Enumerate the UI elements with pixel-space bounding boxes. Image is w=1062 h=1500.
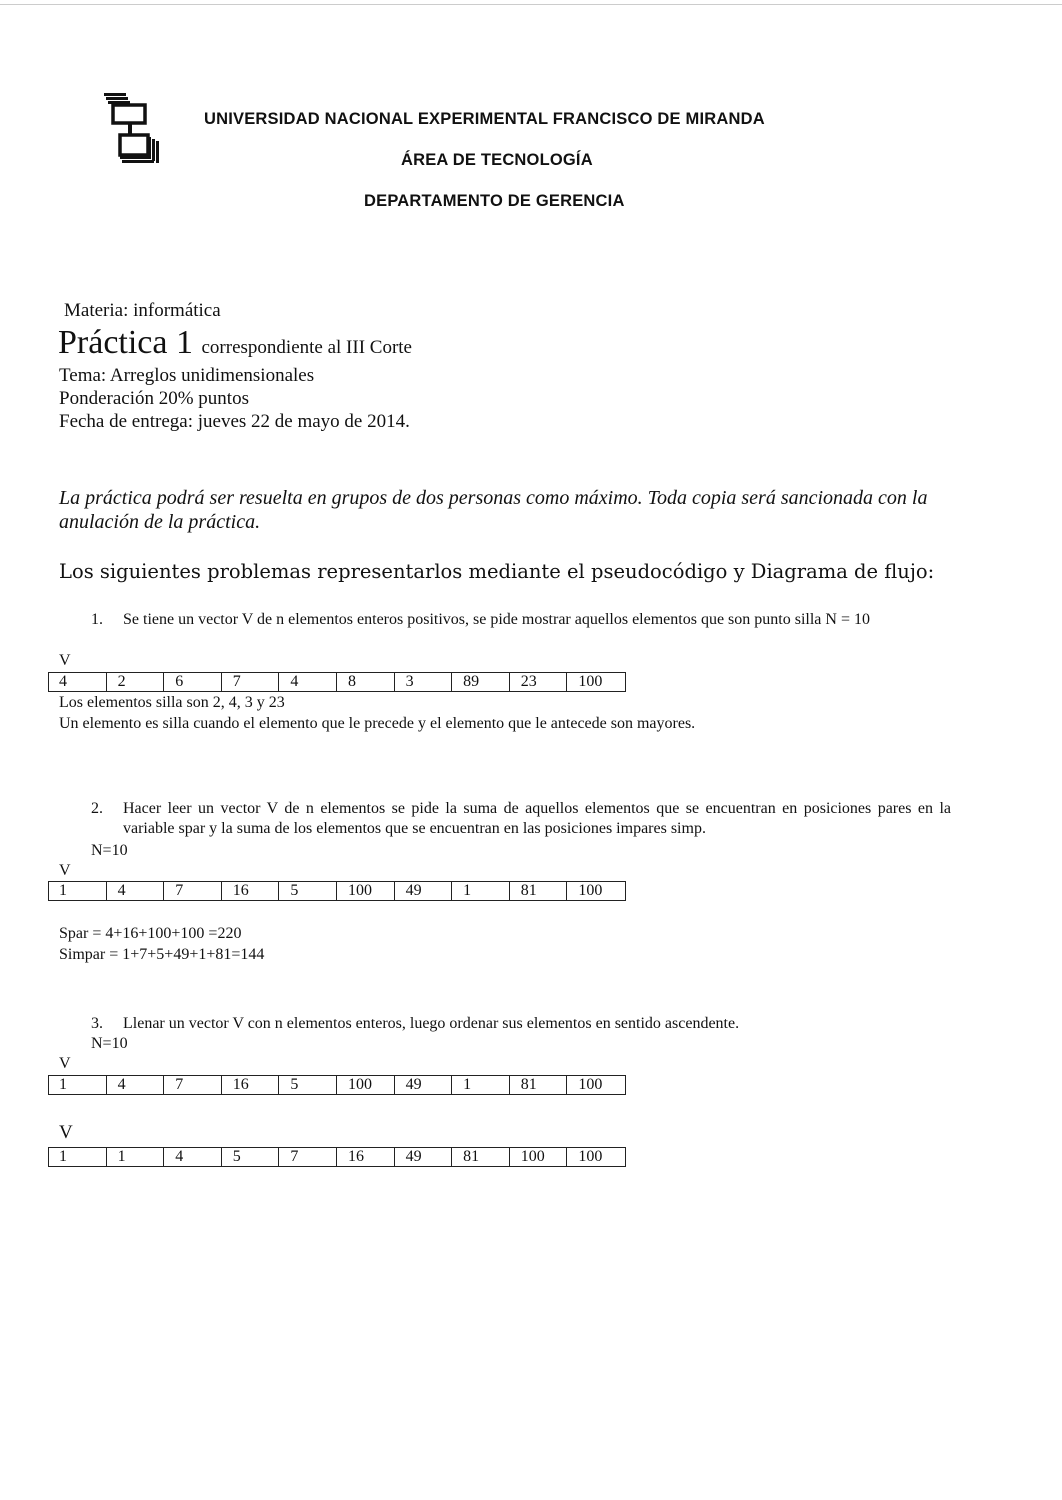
vector-cell: 5 [279, 1076, 337, 1094]
vector-table [48, 1075, 626, 1095]
vector-cell: 2 [107, 673, 165, 691]
area-name: ÁREA DE TECNOLOGÍA [401, 151, 593, 169]
vector-cell: 4 [164, 1148, 222, 1166]
problem-2 [91, 799, 956, 841]
problem-2-n: N=10 [91, 842, 128, 859]
vector-cell: 16 [222, 1076, 280, 1094]
vector-cell: 4 [49, 673, 107, 691]
department-name: DEPARTAMENTO DE GERENCIA [364, 192, 625, 210]
vector-cell: 1 [49, 1148, 107, 1166]
problem-2-spar: Spar = 4+16+100+100 =220 [59, 925, 242, 942]
problem-3 [91, 1014, 956, 1036]
vector-cell: 7 [164, 1076, 222, 1094]
vector-cell: 23 [510, 673, 568, 691]
vector-cell: 4 [279, 673, 337, 691]
vector-cell: 81 [510, 882, 568, 900]
problem-2-simpar: Simpar = 1+7+5+49+1+81=144 [59, 946, 265, 963]
scan-edge-line [0, 4, 1062, 5]
vector-table [48, 672, 626, 692]
vector-cell: 81 [510, 1076, 568, 1094]
vector-cell: 49 [395, 1076, 453, 1094]
vector-cell: 49 [395, 1148, 453, 1166]
subject-line: Materia: informática [64, 300, 221, 321]
vector-label: V [59, 652, 71, 669]
vector-cell: 1 [49, 882, 107, 900]
vector-cell: 89 [452, 673, 510, 691]
problem-1-number: 1. [91, 611, 103, 628]
vector-cell: 100 [578, 673, 603, 690]
vector-label: V [59, 862, 71, 879]
problem-3-text: Llenar un vector V con n elementos enteros, luego ordenar sus elementos en sentido ascendente. [123, 1015, 740, 1032]
vector-cell: 49 [395, 882, 453, 900]
vector-cell: 5 [222, 1148, 280, 1166]
vector-cell: 1 [49, 1076, 107, 1094]
sorted-vector-table [48, 1147, 626, 1167]
vector-table [48, 881, 626, 901]
problem-3-number: 3. [91, 1015, 103, 1032]
vector-cell: 7 [279, 1148, 337, 1166]
weight-line: Ponderación 20% puntos [59, 388, 249, 409]
vector-cell: 4 [107, 882, 165, 900]
vector-cell: 16 [337, 1148, 395, 1166]
vector-cell: 100 [337, 1076, 395, 1094]
vector-cell: 100 [578, 882, 603, 899]
vector-cell: 1 [452, 882, 510, 900]
problem-1-result: Los elementos silla son 2, 4, 3 y 23 [59, 694, 285, 711]
vector-cell: 1 [107, 1148, 165, 1166]
vector-cell: 8 [337, 673, 395, 691]
vector-cell: 16 [222, 882, 280, 900]
vector-cell: 100 [337, 882, 395, 900]
problem-1-text: Se tiene un vector V de n elementos enteros positivos, se pide mostrar aquellos elementos que son punto silla N = 10 [123, 611, 870, 628]
topic-line: Tema: Arreglos unidimensionales [59, 365, 315, 386]
vector-label-sorted: V [59, 1122, 73, 1143]
vector-cell: 5 [279, 882, 337, 900]
due-date-line: Fecha de entrega: jueves 22 de mayo de 2014. [59, 411, 410, 432]
vector-cell: 4 [107, 1076, 165, 1094]
vector-cell: 81 [452, 1148, 510, 1166]
vector-cell: 7 [222, 673, 280, 691]
vector-cell: 100 [510, 1148, 568, 1166]
vector-cell: 7 [164, 882, 222, 900]
practice-title-sub: correspondiente al III Corte [201, 337, 412, 358]
vector-label: V [59, 1055, 71, 1072]
problem-2-number: 2. [91, 800, 103, 817]
instructions-intro: Los siguientes problemas representarlos mediante el pseudocódigo y Diagrama de flujo: [59, 560, 935, 583]
problem-1-definition: Un elemento es silla cuando el elemento que le precede y el elemento que le antecede son mayores. [59, 715, 696, 732]
problem-3-n: N=10 [91, 1035, 128, 1052]
problem-2-text: Hacer leer un vector V de n elementos se pide la suma de aquellos elementos que se encuentran en posiciones pares en la variable spar y la suma de los elementos que se encuentran en las posiciones impares simp. [123, 800, 951, 837]
vector-cell: 100 [578, 1148, 603, 1165]
vector-cell: 1 [452, 1076, 510, 1094]
practice-title-main: Práctica 1 [58, 324, 193, 361]
vector-cell: 6 [164, 673, 222, 691]
group-note: La práctica podrá ser resuelta en grupos de dos personas como máximo. Toda copia será sancionada con la anulación de la práctica. [59, 487, 928, 533]
university-name: UNIVERSIDAD NACIONAL EXPERIMENTAL FRANCISCO DE MIRANDA [204, 110, 765, 128]
vector-cell: 100 [578, 1076, 603, 1093]
vector-cell: 3 [395, 673, 453, 691]
university-logo-icon [104, 93, 160, 173]
practice-title [58, 324, 412, 362]
problem-1 [91, 610, 956, 652]
